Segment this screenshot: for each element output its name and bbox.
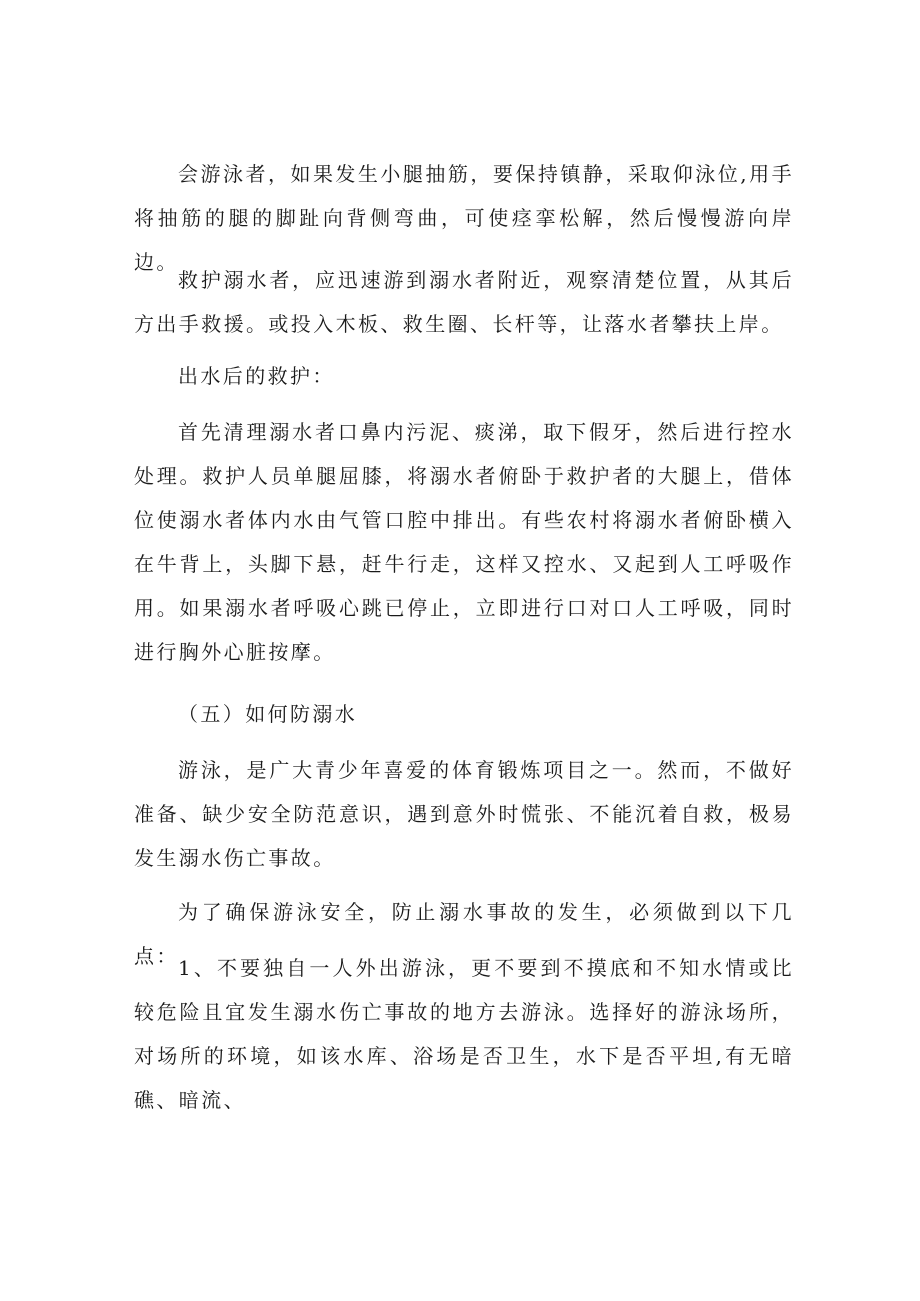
paragraph-swimming-intro: 游泳，是广大青少年喜爱的体育锻炼项目之一。然而，不做好准备、缺少安全防范意识，遇到意外时慌张、不能沉着自救，极易发生溺水伤亡事故。 bbox=[134, 758, 794, 870]
paragraph-cramp-self-rescue: 会游泳者，如果发生小腿抽筋，要保持镇静，采取仰泳位,用手将抽筋的腿的脚趾向背侧弯曲，可使痉挛松解，然后慢慢游向岸边。 bbox=[134, 162, 794, 274]
paragraph-rescuing-drowning-person: 救护溺水者，应迅速游到溺水者附近，观察清楚位置，从其后方出手救援。或投入木板、救生圈、长杆等，让落水者攀扶上岸。 bbox=[134, 268, 794, 336]
paragraph-first-aid-steps: 首先清理溺水者口鼻内污泥、痰涕，取下假牙，然后进行控水处理。救护人员单腿屈膝，将溺水者俯卧于救护者的大腿上，借体位使溺水者体内水由气管口腔中排出。有些农村将溺水者俯卧横入在牛背上，头脚下悬，赶牛行走，这样又控水、又起到人工呼吸作用。如果溺水者呼吸心跳已停止，立即进行口对口人工呼吸，同时进行胸外心脏按摩。 bbox=[134, 420, 794, 664]
section-heading-prevent-drowning: （五）如何防溺水 bbox=[178, 702, 358, 726]
paragraph-after-water-rescue-heading: 出水后的救护： bbox=[178, 364, 335, 388]
list-item-1-do-not-swim-alone: 1、不要独自一人外出游泳，更不要到不摸底和不知水情或比较危险且宜发生溺水伤亡事故的地方去游泳。选择好的游泳场所，对场所的环境，如该水库、浴场是否卫生，水下是否平坦,有无暗礁、暗流、 bbox=[134, 956, 794, 1112]
paragraph-safety-points-intro: 为了确保游泳安全，防止溺水事故的发生，必须做到以下几点： bbox=[134, 900, 794, 968]
